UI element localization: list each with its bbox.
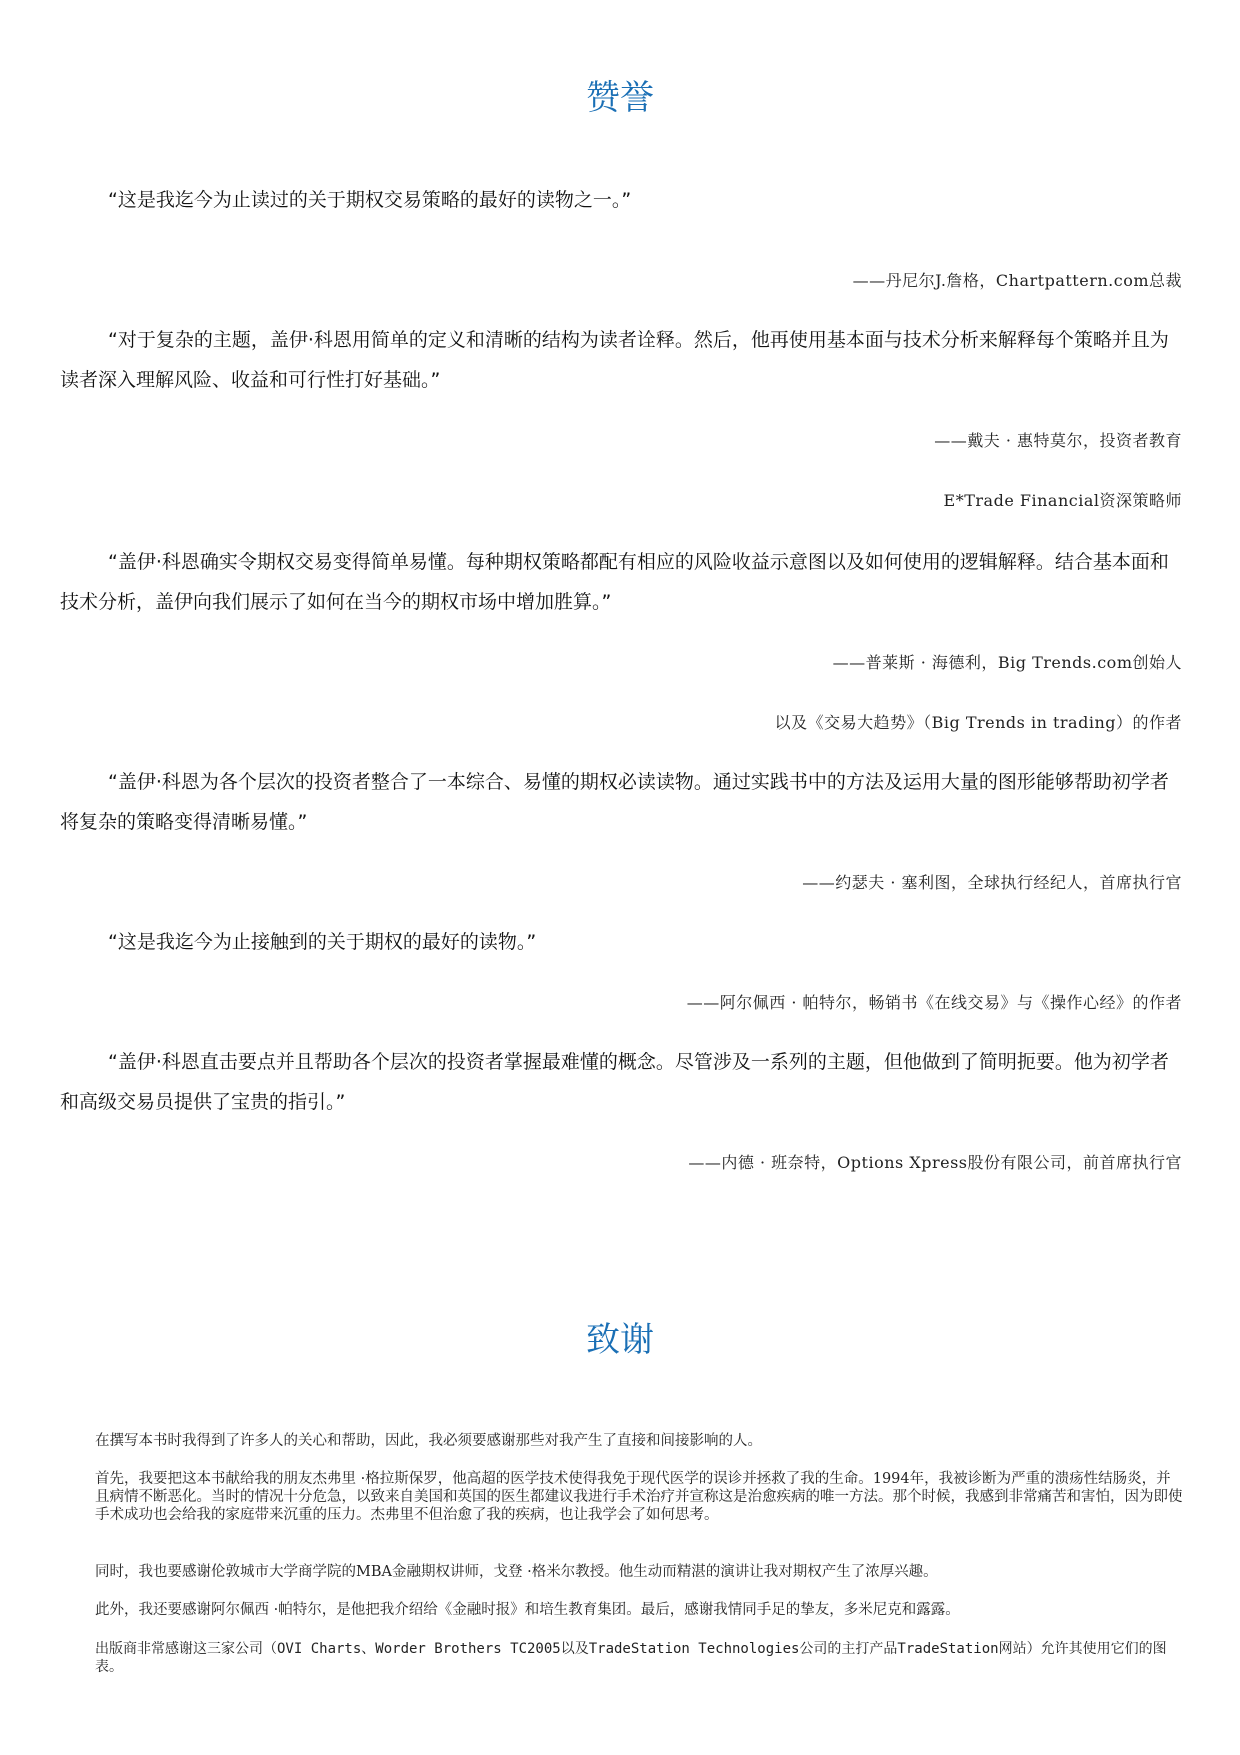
acknowledgements-title: 致谢 bbox=[586, 1320, 654, 1360]
praise-title: 赞誉 bbox=[586, 78, 654, 118]
ack-paragraph-1: 在撰写本书时我得到了许多人的关心和帮助，因此，我必须要感谢那些对我产生了直接和间接影响的人。 bbox=[95, 1433, 762, 1449]
praise-attribution-2a: ——戴夫 · 惠特莫尔，投资者教育 bbox=[934, 431, 1182, 450]
praise-quote-4: “盖伊·科恩为各个层次的投资者整合了一本综合、易懂的期权必读读物。通过实践书中的方法及运用大量的图形能够帮助初学者将复杂的策略变得清晰易懂。” bbox=[60, 771, 1169, 833]
praise-attribution-6: ——内德 · 班奈特，Options Xpress股份有限公司，前首席执行官 bbox=[688, 1153, 1182, 1172]
ack-paragraph-5: 出版商非常感谢这三家公司（OVI Charts、Worder Brothers TC2005以及TradeStation Technologies公司的主打产品TradeStation网站）允许其使用它们的图表。 bbox=[95, 1641, 1167, 1675]
ack-paragraph-3: 同时，我也要感谢伦敦城市大学商学院的MBA金融期权讲师，戈登 ·格米尔教授。他生动而精湛的演讲让我对期权产生了浓厚兴趣。 bbox=[95, 1564, 938, 1580]
praise-quote-5: “这是我迄今为止接触到的关于期权的最好的读物。” bbox=[108, 931, 537, 953]
praise-quote-6: “盖伊·科恩直击要点并且帮助各个层次的投资者掌握最难懂的概念。尽管涉及一系列的主题，但他做到了简明扼要。他为初学者和高级交易员提供了宝贵的指引。” bbox=[60, 1051, 1169, 1113]
ack-paragraph-2: 首先，我要把这本书献给我的朋友杰弗里 ·格拉斯保罗，他高超的医学技术使得我免于现代医学的误诊并拯救了我的生命。1994年，我被诊断为严重的溃疡性结肠炎，并且病情不断恶化。当时的情况十分危急，以致来自美国和英国的医生都建议我进行手术治疗并宣称这是治愈疾病的唯一方法。那个时候，我感到非常痛苦和害怕，因为即使手术成功也会给我的家庭带来沉重的压力。杰弗里不但治愈了我的疾病，也让我学会了如何思考。 bbox=[95, 1471, 1183, 1523]
praise-attribution-5: ——阿尔佩西 · 帕特尔，畅销书《在线交易》与《操作心经》的作者 bbox=[686, 993, 1182, 1012]
praise-quote-2: “对于复杂的主题，盖伊·科恩用简单的定义和清晰的结构为读者诠释。然后，他再使用基本面与技术分析来解释每个策略并且为读者深入理解风险、收益和可行性打好基础。” bbox=[60, 329, 1169, 391]
praise-attribution-4: ——约瑟夫 · 塞利图，全球执行经纪人，首席执行官 bbox=[802, 873, 1182, 892]
praise-quote-3: “盖伊·科恩确实令期权交易变得简单易懂。每种期权策略都配有相应的风险收益示意图以及如何使用的逻辑解释。结合基本面和技术分析，盖伊向我们展示了如何在当今的期权市场中增加胜算。” bbox=[60, 551, 1169, 613]
praise-attribution-2b: E*Trade Financial资深策略师 bbox=[943, 491, 1182, 510]
praise-attribution-3b: 以及《交易大趋势》（Big Trends in trading）的作者 bbox=[774, 713, 1182, 732]
praise-attribution-1: ——丹尼尔J.詹格，Chartpattern.com总裁 bbox=[852, 271, 1182, 290]
praise-attribution-3a: ——普莱斯 · 海德利，Big Trends.com创始人 bbox=[832, 653, 1182, 672]
praise-quote-1: “这是我迄今为止读过的关于期权交易策略的最好的读物之一。” bbox=[108, 189, 632, 211]
ack-paragraph-4: 此外，我还要感谢阿尔佩西 ·帕特尔，是他把我介绍给《金融时报》和培生教育集团。最后，感谢我情同手足的挚友，多米尼克和露露。 bbox=[95, 1602, 960, 1618]
